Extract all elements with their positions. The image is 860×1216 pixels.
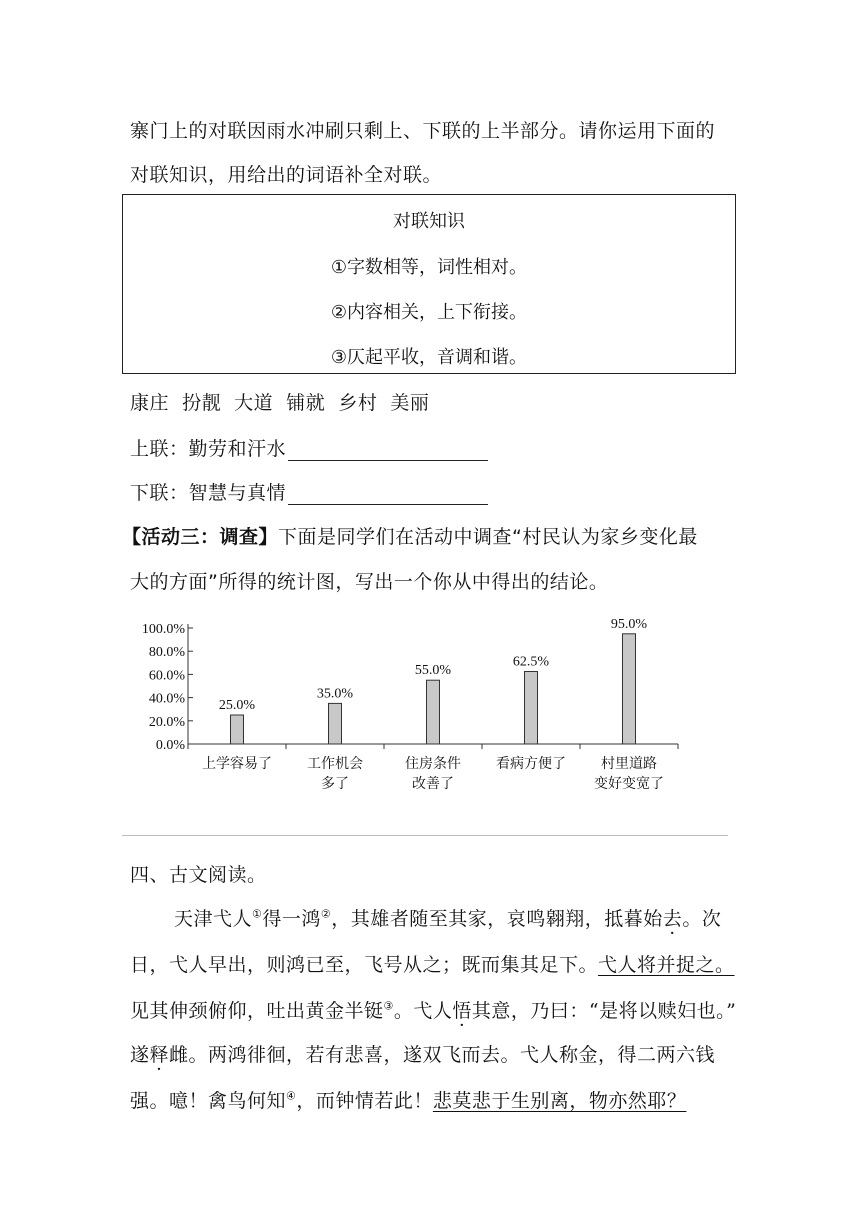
passage-text: 其意，乃曰：“是将以赎妇也。” <box>471 1000 737 1022</box>
data-label: 95.0% <box>610 616 648 632</box>
category-label: 看病方便了 <box>496 756 566 772</box>
data-label: 55.0% <box>414 663 452 679</box>
dotted-word-qu: 去 <box>662 908 683 930</box>
box-item-1: ①字数相等，词性相对。 <box>330 257 528 278</box>
y-tick-label: 80.0% <box>148 645 185 661</box>
category-label: 村里道路 <box>601 756 657 772</box>
passage-text: 得一鸿 <box>262 908 321 930</box>
upper-couplet <box>130 434 488 461</box>
data-label: 62.5% <box>512 654 550 670</box>
lower-couplet <box>130 478 488 505</box>
couplet-knowledge-box <box>122 194 736 374</box>
category-label: 工作机会 <box>307 756 363 772</box>
y-tick-label: 20.0% <box>148 714 185 730</box>
passage-line-1 <box>174 904 721 931</box>
passage-text: 强。噫！禽鸟何知 <box>130 1090 287 1112</box>
passage-text: ，其雄者随至其家，哀鸣翱翔，抵暮始 <box>331 908 663 930</box>
passage-text: 。次 <box>682 908 722 930</box>
passage-text: ，而钟情若此！ <box>296 1090 433 1112</box>
footnote-4: ④ <box>286 1089 297 1103</box>
category-label: 改善了 <box>412 776 454 792</box>
footnote-1: ① <box>252 907 263 921</box>
bar <box>427 680 440 744</box>
lower-couplet-label: 下联： <box>130 482 189 504</box>
activity-text-1: 下面是同学们在活动中调查“村民认为家乡变化最 <box>278 526 698 548</box>
passage-line-3 <box>130 996 736 1023</box>
word-list: 康庄 扮靓 大道 铺就 乡村 美丽 <box>130 392 430 414</box>
box-item-2: ②内容相关，上下衔接。 <box>330 302 528 323</box>
passage-text: 天津弋人 <box>174 908 253 930</box>
passage-line-2 <box>130 950 735 977</box>
activity-tag: 【活动三：调查】 <box>122 526 279 548</box>
upper-couplet-text: 勤劳和汗水 <box>188 438 287 460</box>
category-label: 住房条件 <box>405 756 461 772</box>
data-label: 35.0% <box>316 686 354 702</box>
y-tick-label: 40.0% <box>148 691 185 707</box>
passage-text: 日，弋人早出，则鸿已至，飞号从之；既而集其足下。 <box>130 954 599 976</box>
intro-line-1: 寨门上的对联因雨水冲刷只剩上、下联的上半部分。请你运用下面的 <box>130 120 716 142</box>
passage-text: 。弋人 <box>393 1000 453 1022</box>
category-label: 变好变宽了 <box>594 776 664 792</box>
lower-couplet-text: 智慧与真情 <box>188 482 287 504</box>
intro-line-2: 对联知识，用给出的词语补全对联。 <box>130 164 443 186</box>
box-item-3: ③仄起平收，音调和谐。 <box>330 347 528 368</box>
passage-line-4 <box>130 1040 715 1067</box>
upper-couplet-label: 上联： <box>130 438 189 460</box>
box-title: 对联知识 <box>393 211 465 232</box>
bar <box>231 715 244 744</box>
dotted-word-shi: 释 <box>149 1044 170 1066</box>
underlined-sentence-1: 弋人将并捉之。 <box>598 954 735 976</box>
category-label: 多了 <box>321 776 349 792</box>
passage-line-5 <box>130 1086 686 1113</box>
footnote-2: ② <box>320 907 332 921</box>
section-4-heading: 四、古文阅读。 <box>130 864 267 886</box>
y-tick-label: 100.0% <box>141 622 185 637</box>
y-tick-label: 0.0% <box>155 738 185 753</box>
answer-line[interactable] <box>122 835 728 836</box>
activity-line-1 <box>122 522 698 549</box>
underlined-sentence-2: 悲莫悲于生别离，物亦然耶？ <box>432 1090 687 1112</box>
bar <box>623 634 636 744</box>
passage-text: 见其伸颈俯仰，吐出黄金半铤 <box>130 1000 384 1022</box>
bar <box>525 672 538 745</box>
upper-couplet-blank[interactable] <box>288 440 488 461</box>
category-label: 上学容易了 <box>202 756 272 772</box>
dotted-word-wu: 悟 <box>452 1000 472 1022</box>
lower-couplet-blank[interactable] <box>288 484 488 505</box>
data-label: 25.0% <box>218 698 256 713</box>
passage-text: 雌。两鸿徘徊，若有悲喜，遂双飞而去。弋人称金，得二两六钱 <box>169 1044 716 1066</box>
survey-bar-chart <box>120 608 700 808</box>
y-tick-label: 60.0% <box>148 668 185 684</box>
passage-text: 遂 <box>130 1044 150 1066</box>
bar <box>329 703 342 744</box>
footnote-3: ③ <box>383 999 394 1013</box>
activity-line-2: 大的方面”所得的统计图，写出一个你从中得出的结论。 <box>130 571 609 593</box>
